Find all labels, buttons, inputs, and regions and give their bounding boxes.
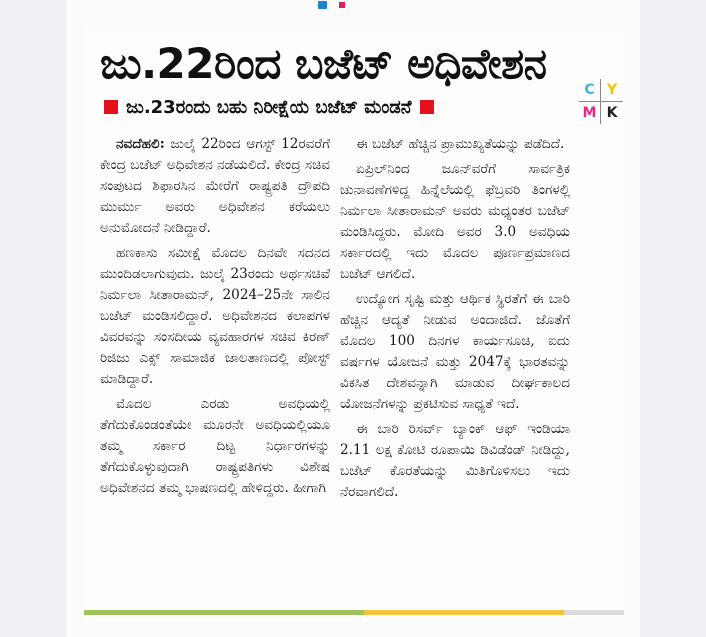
subheadline-text: ಜು.23ರಂದು ಬಹು ನಿರೀಕ್ಷೆಯ ಬಜೆಟ್ ಮಂಡನೆ	[126, 96, 412, 118]
bottom-rule-accent	[364, 610, 564, 615]
paragraph-text: ಜುಲೈ 22ರಿಂದ ಆಗಸ್ಟ್ 12ರವರೆಗೆ ಕೇಂದ್ರ ಬಜೆಟ್ ಅಧಿವೇಶನ ನಡೆಯಲಿದೆ. ಕೇಂದ್ರ ಸಚಿವ ಸಂಪುಟದ ಶಿಫಾರಸಿನ ಮೇರೆಗೆ ರಾಷ್ಟ್ರಪತಿ ದ್ರೌಪದಿ ಮುರ್ಮು ಅವರು ಅಧಿವೇಶನ ಕರೆಯಲು ಅನುಮೋದನೆ ನೀಡಿದ್ದಾರೆ.	[100, 136, 330, 236]
cmyk-k: K	[606, 105, 618, 121]
bottom-rule-accent	[84, 610, 364, 615]
cmyk-registration-mark	[579, 79, 623, 123]
masthead-strip	[318, 0, 345, 10]
bullet-square-icon	[104, 100, 118, 114]
cmyk-c: C	[579, 79, 601, 102]
subheadline	[104, 94, 564, 120]
publication-logo-icon	[318, 1, 327, 9]
paragraph	[100, 134, 330, 239]
paragraph: ಮೊದಲ ಎರಡು ಅವಧಿಯಲ್ಲಿ ತೆಗೆದುಕೊಂಡಂತೆಯೇ ಮೂರನೇ ಅವಧಿಯಲ್ಲಿಯೂ ತಮ್ಮ ಸರ್ಕಾರ ದಿಟ್ಟ ನಿರ್ಧಾರಗಳನ್ನು ತೆಗೆದುಕೊಳ್ಳುವುದಾಗಿ ರಾಷ್ಟ್ರಪತಿಗಳು ವಿಶೇಷ ಅಧಿವೇಶನದ ತಮ್ಮ ಭಾಷಣದಲ್ಲಿ ಹೇಳಿದ್ದರು. ಹೀಗಾಗಿ	[100, 396, 330, 496]
news-clipping	[84, 26, 624, 622]
dateline: ನವದೆಹಲಿ:	[116, 136, 165, 152]
cmyk-m: M	[579, 102, 601, 124]
paragraph: ಈ ಬಾರಿ ರಿಸರ್ವ್ ಬ್ಯಾಂಕ್ ಆಫ್ ಇಂಡಿಯಾ 2.11 ಲಕ್ಷ ಕೋಟಿ ರೂಪಾಯಿ ಡಿವಿಡೆಂಡ್ ನೀಡಿದ್ದು, ಬಜೆಟ್ ಕೊರತೆಯನ್ನು ಮಿತಿಗೊಳಿಸಲು ಇದು ನೆರವಾಗಲಿದೆ.	[340, 421, 570, 500]
paragraph: ಏಪ್ರಿಲ್‌ನಿಂದ ಜೂನ್‌ವರೆಗೆ ಸಾರ್ವತ್ರಿಕ ಚುನಾವಣೆಗಳಿದ್ದ ಹಿನ್ನೆಲೆಯಲ್ಲಿ ಫೆಬ್ರವರಿ ತಿಂಗಳಲ್ಲಿ ನಿರ್ಮಲಾ ಸೀತಾರಾಮನ್ ಅವರು ಮಧ್ಯಂತರ ಬಜೆಟ್ ಮಂಡಿಸಿದ್ದರು. ಮೋದಿ ಅವರ 3.0 ಅವಧಿಯ ಸರ್ಕಾರದಲ್ಲಿ ಇದು ಮೊದಲ ಪೂರ್ಣಪ್ರಮಾಣದ ಬಜೆಟ್ ಆಗಲಿದೆ.	[340, 161, 570, 282]
bottom-rule	[84, 610, 624, 615]
cmyk-y: Y	[601, 79, 623, 102]
article-column-1	[100, 134, 330, 503]
edition-tag	[339, 2, 345, 8]
headline: ಜು.22ರಿಂದ ಬಜೆಟ್ ಅಧಿವೇಶನ	[100, 39, 547, 88]
paragraph: ಹಣಕಾಸು ಸಮೀಕ್ಷೆ ಮೊದಲ ದಿನವೇ ಸದನದ ಮುಂದಿಡಲಾಗುವುದು. ಜುಲೈ 23ರಂದು ಅರ್ಥಸಚಿವೆ ನಿರ್ಮಲಾ ಸೀತಾರಾಮನ್, 2024–25ನೇ ಸಾಲಿನ ಬಜೆಟ್ ಮಂಡಿಸಲಿದ್ದಾರೆ. ಅಧಿವೇಶನದ ಕಲಾಪಗಳ ವಿವರವನ್ನು ಸಂಸದೀಯ ವ್ಯವಹಾರಗಳ ಸಚಿವ ಕಿರಣ್ ರಿಜಿಜು ಎಕ್ಸ್ ಸಾಮಾಜಿಕ ಜಾಲತಾಣದಲ್ಲಿ ಪೋಸ್ಟ್ ಮಾಡಿದ್ದಾರೆ.	[100, 245, 330, 387]
paragraph: ಈ ಬಜೆಟ್ ಹೆಚ್ಚಿನ ಪ್ರಾಮುಖ್ಯತೆಯನ್ನು ಪಡೆದಿದೆ.	[356, 136, 565, 152]
article-column-2	[340, 134, 570, 507]
paragraph: ಉದ್ಯೋಗ ಸೃಷ್ಟಿ ಮತ್ತು ಆರ್ಥಿಕ ಸ್ಥಿರತೆಗೆ ಈ ಬಾರಿ ಹೆಚ್ಚಿನ ಆದ್ಯತೆ ನೀಡುವ ಅಂದಾಜಿದೆ. ಜೊತೆಗೆ ಮೊದಲ 100 ದಿನಗಳ ಕಾರ್ಯಸೂಚಿ, ಐದು ವರ್ಷಗಳ ಯೋಜನೆ ಮತ್ತು 2047ಕ್ಕೆ ಭಾರತವನ್ನು ವಿಕಸಿತ ದೇಶವನ್ನಾಗಿ ಮಾಡುವ ದೀರ್ಘಕಾಲದ ಯೋಜನೆಗಳನ್ನು ಪ್ರಕಟಿಸುವ ಸಾಧ್ಯತೆ ಇದೆ.	[340, 291, 570, 412]
bullet-square-icon	[420, 100, 434, 114]
